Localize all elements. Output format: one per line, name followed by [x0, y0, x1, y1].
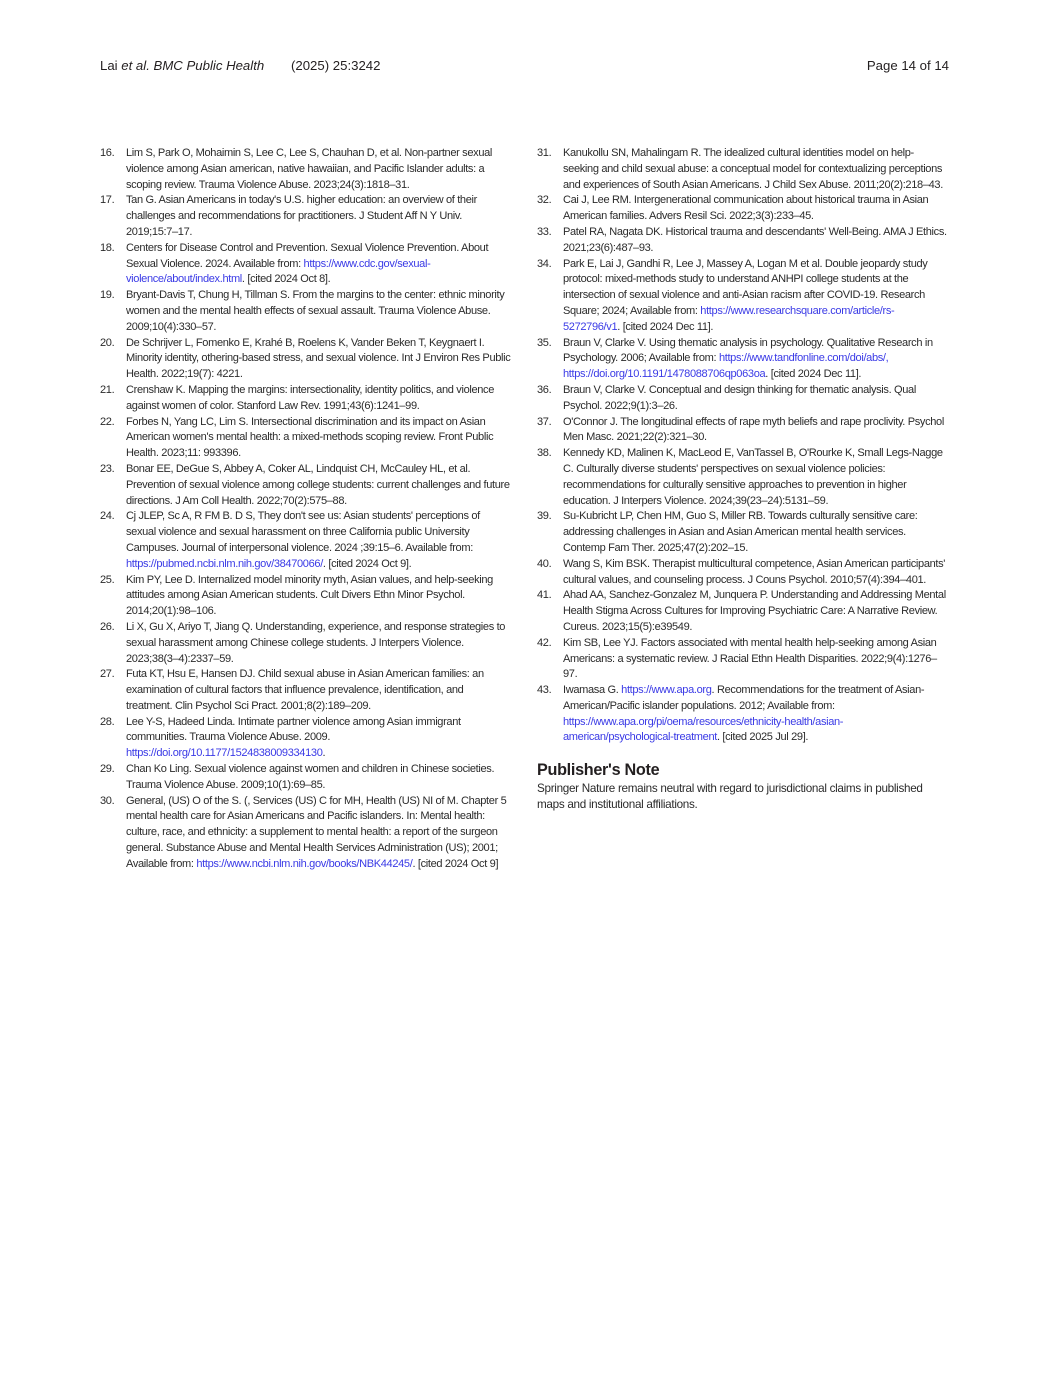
reference-text: Kennedy KD, Malinen K, MacLeod E, VanTassel B, O'Rourke K, Small Legs-Nagge C. Culturally diverse students' perspectives on sexual violence policies: recommendations for culturally sensitive approaches to prevention in higher education. J Interpers Violence. 2024;39(23–24):5131–59.: [563, 447, 943, 507]
reference-text: De Schrijver L, Fomenko E, Krahé B, Roelens K, Vander Beken T, Keygnaert I. Minority identity, othering-based stress, and sexual violence. Int J Environ Res Public Health. 2022;19(7): 4221.: [126, 336, 511, 381]
reference-text: Centers for Disease Control and Prevention. Sexual Violence Prevention. About Sexual Violence. 2024. Available from:: [126, 241, 489, 270]
reference-item: [100, 620, 512, 667]
publisher-note-title: Publisher's Note: [537, 761, 660, 780]
reference-item: [100, 667, 512, 714]
reference-suffix: . [cited 2024 Oct 9]: [412, 857, 499, 870]
reference-item: [537, 557, 949, 589]
reference-suffix: . [cited 2025 Jul 29].: [716, 731, 809, 744]
reference-text: General, (US) O of the S. (, Services (US) C for MH, Health (US) NI of M. Chapter 5 mental health care for Asian Americans and Pacific islanders. In: Mental health: culture, race, and ethnicity: a supplement to mental health: a report of the surgeon general. Substance Abuse and Mental Health Services Administration (US); 2001; Available from:: [126, 794, 507, 870]
reference-item: [537, 225, 949, 257]
reference-number: 21.: [100, 383, 115, 396]
reference-text: Park E, Lai J, Gandhi R, Lee J, Massey A, Logan M et al. Double jeopardy study protocol: mixed-methods study to understand ANHPI college students at the intersection of sexual violence and anti-Asian racism after COVID-19. Research Square; 2024; Available from:: [563, 257, 928, 317]
reference-item: [537, 446, 949, 509]
reference-item: [100, 762, 512, 794]
reference-text: Braun V, Clarke V. Conceptual and design thinking for thematic analysis. Qual Psychol. 2022;9(1):3–26.: [563, 383, 916, 412]
reference-text: Li X, Gu X, Ariyo T, Jiang Q. Understanding, experience, and response strategies to sexual harassment among Chinese college students. J Interpers Violence. 2023;38(3–4):2337–59.: [126, 620, 506, 665]
reference-item: [100, 383, 512, 415]
references-left-column: [100, 146, 512, 873]
reference-text: Wang S, Kim BSK. Therapist multicultural competence, Asian American participants' cultural values, and counseling process. J Couns Psychol. 2010;57(4):394–401.: [563, 557, 946, 586]
reference-item: [100, 715, 512, 762]
reference-number: 28.: [100, 715, 115, 728]
header-author: Lai: [100, 58, 122, 73]
reference-text: Patel RA, Nagata DK. Historical trauma and descendants' Well-Being. AMA J Ethics. 2021;23(6):487–93.: [563, 225, 947, 254]
reference-text: Crenshaw K. Mapping the margins: intersectionality, identity politics, and violence against women of color. Stanford Law Rev. 1991;43(6):1241–99.: [126, 383, 495, 412]
reference-item: [100, 193, 512, 240]
reference-suffix: . [cited 2024 Dec 11].: [765, 368, 862, 381]
header-journal: et al. BMC Public Health: [121, 58, 265, 73]
reference-text: Kanukollu SN, Mahalingam R. The idealized cultural identities model on help-seeking and child sexual abuse: a conceptual model for contextualizing perceptions and experiences of South Asian Americans. J Child Sex Abuse. 2011;20(2):218–43.: [563, 147, 943, 191]
reference-number: 24.: [100, 510, 115, 523]
reference-number: 33.: [537, 225, 552, 238]
reference-item: [100, 241, 512, 288]
reference-item: [100, 794, 512, 873]
reference-suffix: . Recommendations for the treatment of Asian-American/Pacific islander populations. 2012; Available from:: [563, 684, 925, 712]
reference-item: [537, 588, 949, 635]
reference-link[interactable]: https://doi.org/10.1177/1524838009334130: [126, 747, 323, 760]
reference-number: 22.: [100, 415, 115, 428]
reference-number: 36.: [537, 383, 552, 396]
reference-text: O'Connor J. The longitudinal effects of rape myth beliefs and rape proclivity. Psychol Men Masc. 2021;22(2):321–30.: [563, 415, 944, 444]
reference-item: [537, 193, 949, 225]
header-page-number: Page 14 of 14: [866, 58, 949, 73]
reference-number: 40.: [537, 557, 552, 570]
reference-item: [100, 415, 512, 462]
reference-number: 30.: [100, 794, 115, 807]
reference-number: 25.: [100, 573, 115, 586]
reference-number: 38.: [537, 447, 552, 460]
reference-number: 37.: [537, 415, 552, 428]
reference-text: Bonar EE, DeGue S, Abbey A, Coker AL, Lindquist CH, McCauley HL, et al. Prevention of sexual violence among college students: current challenges and future directions. J Am Coll Health. 2022;70(2):575–88.: [126, 462, 510, 507]
reference-suffix: . [cited 2024 Oct 8].: [241, 273, 331, 286]
reference-item: [537, 415, 949, 447]
running-head: [100, 58, 264, 73]
reference-item: [537, 683, 949, 746]
reference-number: 20.: [100, 336, 115, 349]
reference-number: 18.: [100, 241, 115, 254]
reference-number: 42.: [537, 636, 552, 649]
reference-item: [100, 462, 512, 509]
reference-text: Kim SB, Lee YJ. Factors associated with mental health help-seeking among Asian Americans: a systematic review. J Racial Ethn Health Disparities. 2022;9(4):1276–97.: [563, 636, 937, 681]
reference-text: Ahad AA, Sanchez-Gonzalez M, Junquera P. Understanding and Addressing Mental Health Stigma Across Cultures for Improving Psychiatric Care: A Narrative Review. Cureus. 2023;15(5):e39549.: [563, 589, 946, 633]
reference-number: 43.: [537, 684, 552, 697]
reference-text: Futa KT, Hsu E, Hansen DJ. Child sexual abuse in Asian American families: an examination of cultural factors that influence prevalence, identification, and treatment. Clin Psychol Sci Pract. 2001;8(2):189–209.: [126, 668, 484, 712]
reference-number: 31.: [537, 147, 552, 159]
reference-number: 39.: [537, 510, 552, 523]
reference-link[interactable]: https://www.researchsquare.com/article/rs-5272796/v1: [563, 304, 895, 333]
page-header: [100, 58, 949, 78]
reference-item: [537, 636, 949, 683]
reference-number: 27.: [100, 668, 115, 681]
reference-text: Lim S, Park O, Mohaimin S, Lee C, Lee S, Chauhan D, et al. Non-partner sexual violence among Asian american, native hawaiian, and Pacific Islander adults: a scoping review. Trauma Violence Abuse. 2023;24(3):1818–31.: [126, 147, 493, 191]
reference-link[interactable]: https://www.tandfonline.com/doi/abs/, https://doi.org/10.1191/1478088706qp063oa: [563, 352, 889, 381]
reference-text: Bryant-Davis T, Chung H, Tillman S. From the margins to the center: ethnic minority women and the mental health effects of sexual assault. Trauma Violence Abuse. 2009;10(4):330–57.: [126, 289, 505, 333]
reference-text: Forbes N, Yang LC, Lim S. Intersectional discrimination and its impact on Asian American women's mental health: a mixed-methods scoping review. Front Public Health. 2023;11: 993396.: [126, 415, 494, 460]
reference-link[interactable]: https://www.apa.org/pi/oema/resources/ethnicity-health/asian-american/psychological-treatment: [563, 715, 844, 744]
reference-number: 35.: [537, 336, 552, 349]
reference-item: [537, 257, 949, 336]
reference-number: 29.: [100, 763, 115, 776]
reference-number: 17.: [100, 194, 115, 207]
reference-suffix: .: [322, 747, 326, 760]
reference-link[interactable]: https://pubmed.ncbi.nlm.nih.gov/38470066/: [126, 557, 323, 570]
reference-link[interactable]: https://www.cdc.gov/sexual-violence/about/index.html: [126, 257, 431, 286]
reference-item: [100, 509, 512, 572]
publisher-note-text: Springer Nature remains neutral with regard to jurisdictional claims in published maps and institutional affiliations.: [537, 782, 923, 812]
reference-number: 16.: [100, 147, 115, 159]
reference-item: [100, 573, 512, 620]
reference-link[interactable]: https://www.apa.org: [621, 684, 712, 697]
reference-number: 32.: [537, 194, 552, 207]
reference-number: 19.: [100, 289, 115, 302]
references-right-list: [537, 146, 949, 746]
reference-item: [537, 383, 949, 415]
reference-item: [537, 509, 949, 556]
reference-text: Kim PY, Lee D. Internalized model minority myth, Asian values, and help-seeking attitudes among Asian American students. Cult Divers Ethn Minor Psychol. 2014;20(1):98–106.: [126, 573, 493, 618]
reference-text: Cj JLEP, Sc A, R FM B. D S, They don't see us: Asian students' perceptions of sexual violence and sexual harassment on three California public University Campuses. Journal of interpersonal violence. 2024 ;39:15–6. Available from:: [126, 510, 480, 554]
reference-number: 34.: [537, 257, 552, 270]
reference-item: [100, 288, 512, 335]
reference-item: [100, 336, 512, 383]
references-right-column: [537, 146, 949, 813]
reference-text: Chan Ko Ling. Sexual violence against women and children in Chinese societies. Trauma Violence Abuse. 2009;10(1):69–85.: [126, 763, 495, 791]
reference-text: Cai J, Lee RM. Intergenerational communication about historical trauma in Asian American families. Advers Resil Sci. 2022;3(3):233–45.: [563, 194, 929, 223]
reference-item: [537, 336, 949, 383]
reference-suffix: . [cited 2024 Oct 9].: [322, 557, 412, 570]
reference-number: 26.: [100, 620, 115, 633]
reference-text: Tan G. Asian Americans in today's U.S. higher education: an overview of their challenges and recommendations for practitioners. J Student Aff N Y Univ. 2019;15:7–17.: [126, 194, 477, 238]
reference-number: 23.: [100, 462, 115, 475]
header-year-volume: (2025) 25:3242: [291, 58, 381, 73]
reference-suffix: . [cited 2024 Dec 11].: [617, 320, 714, 333]
reference-text: Braun V, Clarke V. Using thematic analysis in psychology. Qualitative Research in Psychology. 2006; Available from:: [563, 336, 933, 365]
reference-item: [100, 146, 512, 193]
reference-text: Lee Y-S, Hadeed Linda. Intimate partner violence among Asian immigrant communities. Trauma Violence Abuse. 2009.: [126, 715, 461, 744]
reference-number: 41.: [537, 589, 552, 602]
reference-item: [537, 146, 949, 193]
reference-text: Iwamasa G.: [563, 684, 622, 697]
reference-text: Su-Kubricht LP, Chen HM, Guo S, Miller RB. Towards culturally sensitive care: addressing challenges in Asian and Asian American mental health services. Contemp Fam Ther. 2025;47(2):202–15.: [563, 510, 918, 554]
reference-link[interactable]: https://www.ncbi.nlm.nih.gov/books/NBK44245/: [196, 857, 413, 870]
